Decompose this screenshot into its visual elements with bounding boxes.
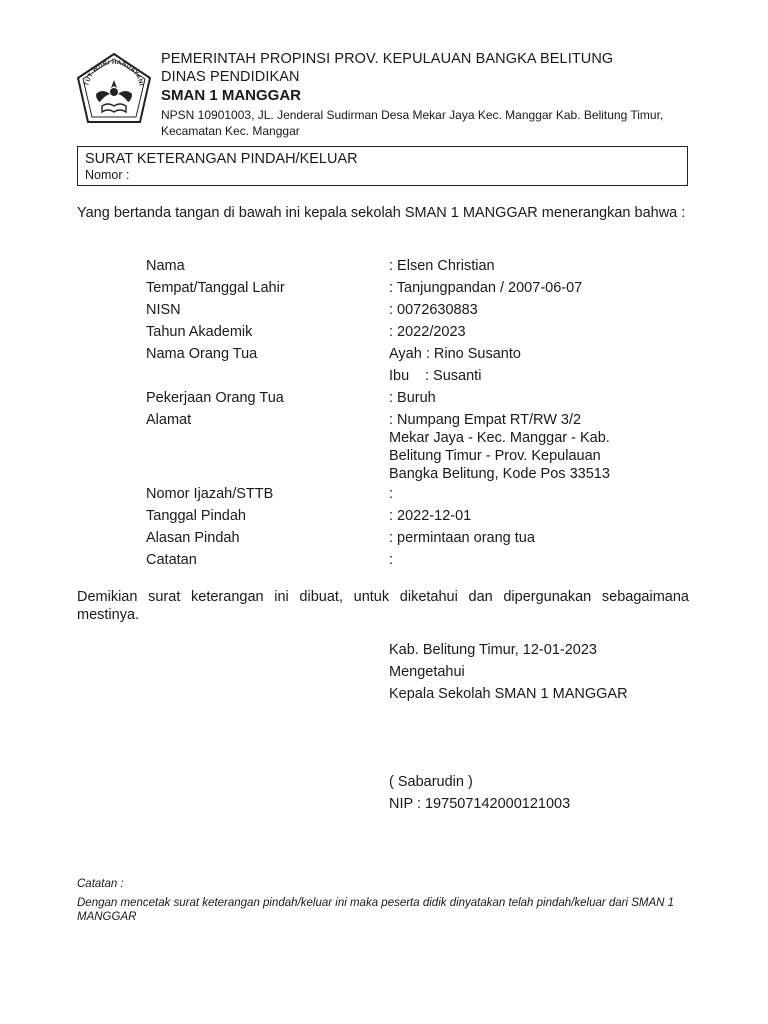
field-value-alamat-4: Bangka Belitung, Kode Pos 33513 (389, 466, 610, 482)
field-value-tahun: : 2022/2023 (389, 324, 466, 340)
note-body: Dengan mencetak surat keterangan pindah/keluar ini maka peserta didik dinyatakan telah pindah/keluar dari SMAN 1 MANGGAR (77, 897, 675, 923)
field-label-alamat: Alamat (146, 412, 192, 428)
letter-number: Nomor : (85, 168, 130, 182)
field-label-nisn: NISN (146, 302, 181, 318)
field-value-ijazah: : (389, 486, 394, 502)
title-box (77, 146, 688, 186)
field-label-ttl: Tempat/Tanggal Lahir (146, 280, 285, 296)
field-label-pekerjaan: Pekerjaan Orang Tua (146, 390, 284, 406)
field-label-alasan: Alasan Pindah (146, 530, 240, 546)
field-value-ibu: : Susanti (425, 368, 482, 384)
field-value-ayah: Ayah : Rino Susanto (389, 346, 521, 362)
field-label-ortu: Nama Orang Tua (146, 346, 258, 362)
svg-text:TUT WURI HANDAYANI: TUT WURI HANDAYANI (83, 58, 145, 87)
closing-paragraph: Demikian surat keterangan ini dibuat, untuk diketahui dan dipergunakan sebagaimana mestinya. (77, 589, 689, 623)
signature-place-date: Kab. Belitung Timur, 12-01-2023 (389, 642, 597, 658)
signature-mengetahui: Mengetahui (389, 664, 465, 680)
signature-role: Kepala Sekolah SMAN 1 MANGGAR (389, 686, 628, 702)
field-label-tahun: Tahun Akademik (146, 324, 253, 340)
field-value-alamat-2: Mekar Jaya - Kec. Manggar - Kab. (389, 430, 610, 446)
field-value-ttl: : Tanjungpandan / 2007-06-07 (389, 280, 583, 296)
field-value-catatan: : (389, 552, 394, 568)
field-label-nama: Nama (146, 258, 185, 274)
field-label-tanggal: Tanggal Pindah (146, 508, 246, 524)
tut-wuri-handayani-logo (74, 50, 154, 126)
field-value-nama: : Elsen Christian (389, 258, 495, 274)
signature-nip: NIP : 197507142000121003 (389, 796, 571, 812)
department-line: DINAS PENDIDIKAN (161, 69, 300, 85)
field-label-ijazah: Nomor Ijazah/STTB (146, 486, 274, 502)
note-heading: Catatan : (77, 878, 124, 890)
intro-paragraph: Yang bertanda tangan di bawah ini kepala sekolah SMAN 1 MANGGAR menerangkan bahwa : (77, 205, 686, 221)
field-label-catatan: Catatan (146, 552, 197, 568)
field-label-ibu: Ibu (389, 368, 410, 384)
government-line: PEMERINTAH PROPINSI PROV. KEPULAUAN BANGKA BELITUNG (161, 51, 614, 67)
field-value-nisn: : 0072630883 (389, 302, 478, 318)
field-value-alamat-1: : Numpang Empat RT/RW 3/2 (389, 412, 582, 428)
field-value-alasan: : permintaan orang tua (389, 530, 535, 546)
signature-name: ( Sabarudin ) (389, 774, 473, 790)
letter-title: SURAT KETERANGAN PINDAH/KELUAR (85, 151, 358, 167)
school-name: SMAN 1 MANGGAR (161, 87, 302, 104)
school-address: NPSN 10901003, JL. Jenderal Sudirman Desa Mekar Jaya Kec. Manggar Kab. Belitung Timur, Kecamatan Kec. Manggar (161, 108, 664, 138)
field-value-pekerjaan: : Buruh (389, 390, 436, 406)
field-value-alamat-3: Belitung Timur - Prov. Kepulauan (389, 448, 601, 464)
field-value-tanggal: : 2022-12-01 (389, 508, 472, 524)
letterhead (161, 50, 701, 139)
